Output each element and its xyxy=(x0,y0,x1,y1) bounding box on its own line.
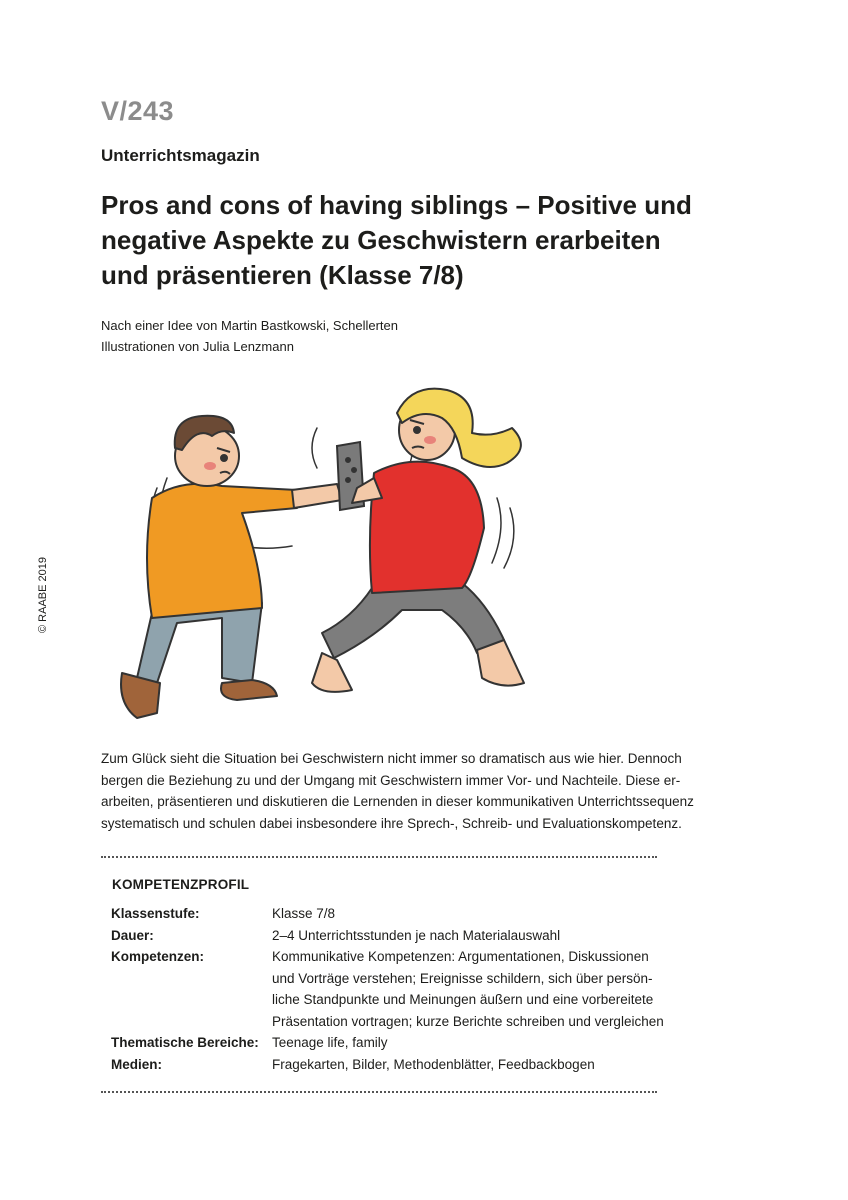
author-credit: Nach einer Idee von Martin Bastkowski, Schellerten xyxy=(101,318,398,333)
title-line: negative Aspekte zu Geschwistern erarbeiten xyxy=(101,225,661,255)
profile-value xyxy=(272,1054,651,1076)
girl-figure xyxy=(312,389,524,692)
profile-row-medien xyxy=(111,1054,651,1076)
kompetenzprofil-table xyxy=(111,903,664,1075)
profile-label: Thematische Bereiche: xyxy=(111,1035,259,1050)
dotted-divider-top xyxy=(101,856,657,858)
boy-figure xyxy=(121,416,342,718)
profile-label: Klassenstufe: xyxy=(111,906,200,921)
profile-row-dauer xyxy=(111,925,651,947)
intro-line: Zum Glück sieht die Situation bei Geschwistern nicht immer so dramatisch aus wie hier. Dennoch xyxy=(101,751,682,766)
intro-paragraph xyxy=(101,748,694,834)
illustrator-credit: Illustrationen von Julia Lenzmann xyxy=(101,339,294,354)
document-title xyxy=(101,188,701,293)
intro-line: arbeiten, präsentieren und diskutieren die Lernenden in dieser kommunikativen Unterrichtssequenz xyxy=(101,794,694,809)
intro-line: systematisch und schulen dabei insbesondere ihre Sprech-, Schreib- und Evaluationskompetenz. xyxy=(101,815,682,831)
profile-value-line: Klasse 7/8 xyxy=(272,906,336,921)
profile-value-line: und Vorträge verstehen; Ereignisse schildern, sich über persön- xyxy=(272,970,653,986)
profile-label: Medien: xyxy=(111,1056,163,1072)
profile-label: Dauer: xyxy=(111,927,154,943)
profile-row-kompetenzen xyxy=(111,946,664,1032)
profile-value-line: Kommunikative Kompetenzen: Argumentationen, Diskussionen xyxy=(272,949,649,964)
credits xyxy=(101,315,398,357)
issue-number: V/243 xyxy=(101,96,175,126)
profile-row-klassenstufe xyxy=(111,903,651,925)
profile-value-line: liche Standpunkte und Meinungen äußern und eine vorbereitete xyxy=(272,992,654,1007)
siblings-illustration xyxy=(112,378,552,723)
profile-row-thematische-bereiche xyxy=(111,1032,651,1054)
title-line: Pros and cons of having siblings – Positive und xyxy=(101,190,692,220)
profile-value xyxy=(272,946,664,1032)
kompetenzprofil-heading: KOMPETENZPROFIL xyxy=(112,877,250,892)
copyright-notice: © RAABE 2019 xyxy=(37,557,49,633)
magazine-label: Unterrichtsmagazin xyxy=(101,146,260,165)
profile-label: Kompetenzen: xyxy=(111,949,205,964)
profile-value-line: 2–4 Unterrichtsstunden je nach Materialauswahl xyxy=(272,927,561,943)
profile-value xyxy=(272,903,651,925)
title-line: und präsentieren (Klasse 7/8) xyxy=(101,260,464,290)
intro-line: bergen die Beziehung zu und der Umgang mit Geschwistern immer Vor- und Nachteile. Diese er- xyxy=(101,772,681,788)
profile-value-line: Teenage life, family xyxy=(272,1035,388,1050)
profile-value xyxy=(272,925,651,947)
profile-value xyxy=(272,1032,651,1054)
profile-value-line: Fragekarten, Bilder, Methodenblätter, Feedbackbogen xyxy=(272,1056,595,1072)
dotted-divider-bottom xyxy=(101,1091,657,1093)
profile-value-line: Präsentation vortragen; kurze Berichte schreiben und vergleichen xyxy=(272,1013,664,1029)
